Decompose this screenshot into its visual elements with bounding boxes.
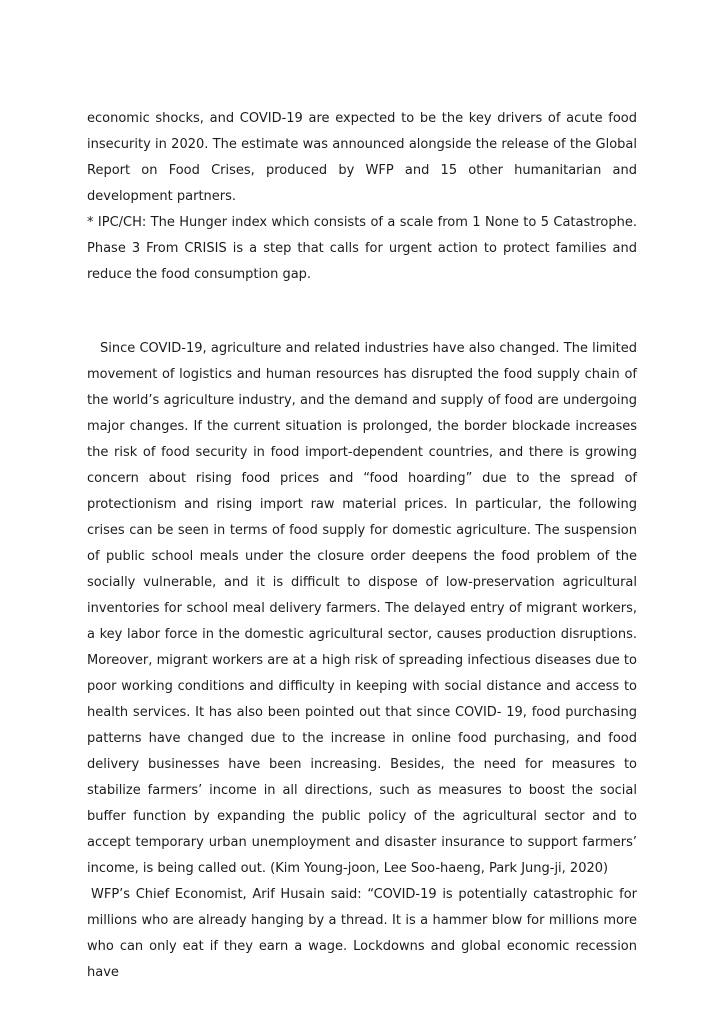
document-page — [87, 106, 637, 986]
paragraph-covid-agriculture: Since COVID-19, agriculture and related industries have also changed. The limited movement of logistics and human resources has disrupted the food supply chain of the world’s agriculture industry, and the demand and supply of food are undergoing major changes. If the current situation is prolonged, the border blockade increases the risk of food security in food import-dependent countries, and there is growing concern about rising food prices and “food hoarding” due to the spread of protectionism and rising import raw material prices. In particular, the following crises can be seen in terms of food supply for domestic agriculture. The suspension of public school meals under the closure order deepens the food problem of the socially vulnerable, and it is difficult to dispose of low-preservation agricultural inventories for school meal delivery farmers. The delayed entry of migrant workers, a key labor force in the domestic agricultural sector, causes production disruptions. Moreover, migrant workers are at a high risk of spreading infectious diseases due to poor working conditions and difficulty in keeping with social distance and access to health services. It has also been pointed out that since COVID- 19, food purchasing patterns have changed due to the increase in online food purchasing, and food delivery businesses have been increasing. Besides, the need for measures to stabilize farmers’ income in all directions, such as measures to boost the social buffer function by expanding the public policy of the agricultural sector and to accept temporary urban unemployment and disaster insurance to support farmers’ income, is being called out. (Kim Young-joon, Lee Soo-haeng, Park Jung-ji, 2020) — [87, 341, 637, 876]
paragraph-ipc-footnote: * IPC/CH: The Hunger index which consists of a scale from 1 None to 5 Catastrophe. Phase 3 From CRISIS is a step that calls for urgent action to protect families and reduce the food consumption gap. — [87, 215, 637, 282]
paragraph-gap — [87, 288, 637, 336]
paragraph-food-insecurity-drivers: economic shocks, and COVID-19 are expected to be the key drivers of acute food insecurity in 2020. The estimate was announced alongside the release of the Global Report on Food Crises, produced by WFP and 15 other humanitarian and development partners. — [87, 111, 637, 204]
paragraph-wfp-quote: WFP’s Chief Economist, Arif Husain said: “COVID-19 is potentially catastrophic for millions who are already hanging by a thread. It is a hammer blow for millions more who can only eat if they earn a wage. Lockdowns and global economic recession have — [87, 887, 637, 980]
